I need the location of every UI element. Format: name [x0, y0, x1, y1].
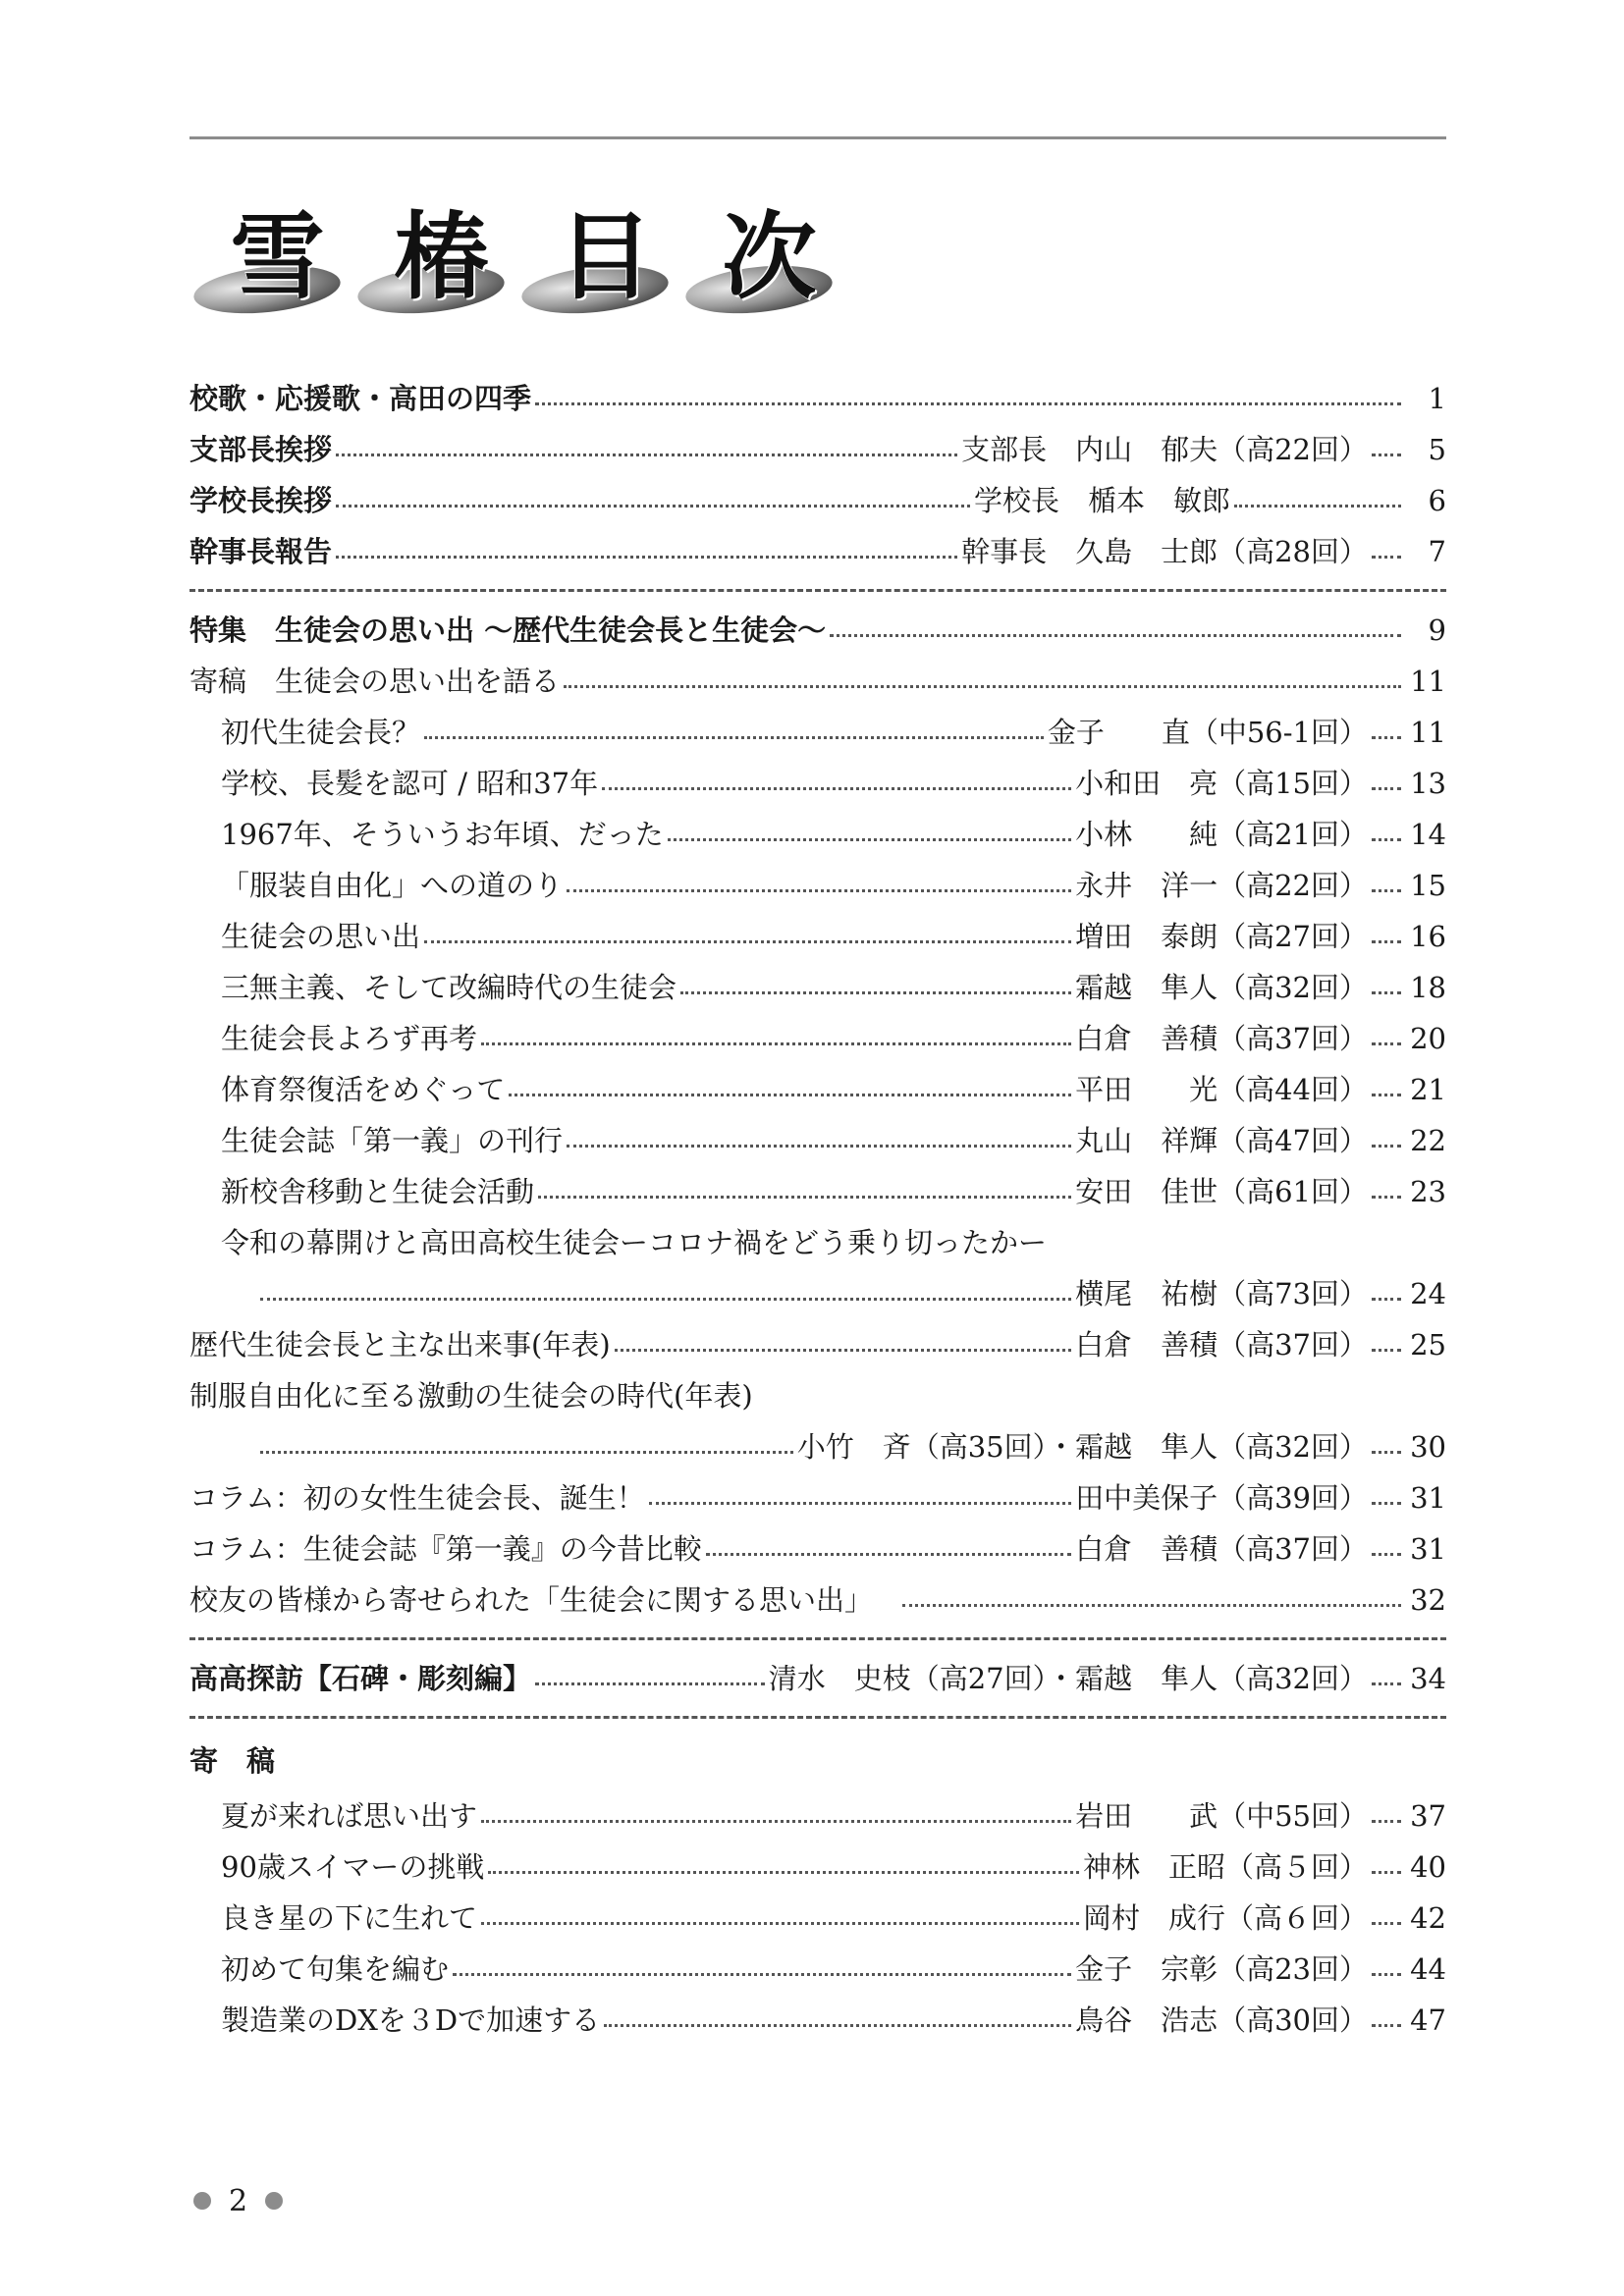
entry-author: 白倉 善積（高37回） [1075, 1328, 1368, 1362]
entry-author: 丸山 祥輝（高47回） [1075, 1124, 1368, 1157]
entry-page: 31 [1410, 1532, 1446, 1566]
entry-page: 11 [1410, 665, 1446, 698]
leader-dots [1372, 1820, 1401, 1823]
leader-dots [1234, 505, 1401, 507]
leader-dots [1372, 1145, 1401, 1148]
toc-entry[interactable] [189, 1842, 1446, 1893]
entry-author: 白倉 善積（高37回） [1075, 1022, 1368, 1055]
entry-title: 1967年、そういうお年頃、だった [221, 818, 664, 851]
leader-dots [260, 1451, 793, 1454]
toc-entry[interactable] [189, 911, 1446, 962]
toc-entry-secretary-report[interactable] [189, 526, 1446, 577]
leader-dots [1372, 787, 1401, 790]
folio-dot-right [265, 2192, 283, 2210]
entry-author: 田中美保子（高39回） [1075, 1481, 1368, 1515]
leader-dots [1372, 991, 1401, 994]
leader-dots [1372, 1553, 1401, 1556]
entry-page: 34 [1410, 1662, 1446, 1695]
leader-dots [567, 1145, 1071, 1148]
entry-author: 神林 正昭（高５回） [1082, 1850, 1368, 1884]
entry-title: 新校舎移動と生徒会活動 [221, 1175, 535, 1208]
entry-page: 13 [1410, 767, 1446, 800]
leader-dots [1372, 1922, 1401, 1925]
toc-entry[interactable] [189, 1166, 1446, 1217]
entry-author: 岩田 武（中55回） [1075, 1799, 1368, 1833]
title-glyph: 雪 [230, 202, 325, 312]
leader-dots [567, 889, 1071, 892]
entry-author: 岡村 成行（高６回） [1082, 1901, 1368, 1935]
entry-author: 鳥谷 浩志（高30回） [1075, 2003, 1368, 2037]
entry-title: 校友の皆様から寄せられた「生徒会に関する思い出」 [189, 1583, 874, 1617]
entry-author: 増田 泰朗（高27回） [1075, 920, 1368, 953]
entry-author: 幹事長 久島 士郎（高28回） [961, 535, 1368, 568]
leader-dots [564, 685, 1401, 688]
entry-author: 永井 洋一（高22回） [1075, 869, 1368, 902]
entry-title: 生徒会長よろず再考 [221, 1022, 478, 1055]
leader-dots [680, 991, 1071, 994]
folio-dot-left [193, 2192, 211, 2210]
entry-page: 23 [1410, 1175, 1446, 1208]
entry-title: 幹事長報告 [189, 535, 333, 568]
leader-dots [830, 634, 1401, 637]
leader-dots [424, 940, 1071, 943]
entry-page: 32 [1410, 1583, 1446, 1617]
entry-page: 9 [1428, 614, 1446, 647]
section-heading-contributions: 寄 稿 [189, 1744, 276, 1778]
leader-dots [1372, 1451, 1401, 1454]
leader-dots [509, 1094, 1071, 1096]
entry-title: 「服装自由化」への道のり [221, 869, 564, 902]
table-of-contents [189, 373, 1446, 2046]
toc-entry[interactable] [189, 1790, 1446, 1842]
entry-page: 5 [1428, 433, 1446, 466]
entry-title: 令和の幕開けと高田高校生徒会ーコロナ禍をどう乗り切ったかー [221, 1226, 1048, 1259]
page-title [221, 196, 826, 314]
entry-author: 小和田 亮（高15回） [1075, 767, 1368, 800]
page-number: 2 [229, 2183, 248, 2218]
entry-author: 金子 直（中56-1回） [1047, 716, 1368, 749]
entry-author: 清水 史枝（高27回）・霜越 隼人（高32回） [768, 1662, 1368, 1695]
entry-title: 初代生徒会長？ [221, 716, 421, 749]
toc-entry[interactable] [189, 860, 1446, 911]
entry-title: 体育祭復活をめぐって [221, 1073, 506, 1106]
toc-entry-school-song[interactable] [189, 373, 1446, 424]
entry-page: 18 [1410, 971, 1446, 1004]
toc-entry[interactable] [189, 1893, 1446, 1944]
entry-page: 6 [1428, 484, 1446, 517]
top-rule [189, 136, 1446, 139]
entry-title: 制服自由化に至る激動の生徒会の時代(年表) [189, 1379, 753, 1413]
entry-title: 夏が来れば思い出す [221, 1799, 478, 1833]
entry-author: 小竹 斉（高35回）・霜越 隼人（高32回） [796, 1430, 1368, 1464]
leader-dots [1372, 2024, 1401, 2027]
toc-entry[interactable] [189, 962, 1446, 1013]
leader-dots [1372, 1042, 1401, 1045]
leader-dots [1372, 940, 1401, 943]
leader-dots [538, 1196, 1071, 1199]
title-char [385, 201, 498, 314]
entry-page: 16 [1410, 920, 1446, 953]
entry-author: 安田 佳世（高61回） [1075, 1175, 1368, 1208]
entry-title: 学校長挨拶 [189, 484, 333, 517]
entry-page: 22 [1410, 1124, 1446, 1157]
toc-entry-memories[interactable] [189, 1575, 1446, 1626]
toc-entry-column2[interactable] [189, 1523, 1446, 1575]
entry-author: 金子 宗彰（高23回） [1075, 1952, 1368, 1986]
leader-dots [1372, 1298, 1401, 1301]
toc-entry-contrib-head[interactable] [189, 656, 1446, 707]
toc-entry[interactable] [189, 1064, 1446, 1115]
leader-dots [1372, 1502, 1401, 1505]
entry-page: 37 [1410, 1799, 1446, 1833]
section-separator [189, 1704, 1446, 1732]
leader-dots [481, 1042, 1071, 1045]
leader-dots [604, 2024, 1071, 2027]
entry-title: 寄稿 生徒会の思い出を語る [189, 665, 561, 698]
title-glyph: 次 [722, 202, 817, 312]
entry-title: 支部長挨拶 [189, 433, 333, 466]
entry-page: 11 [1410, 716, 1446, 749]
entry-page: 1 [1428, 382, 1446, 415]
toc-entry[interactable] [189, 1995, 1446, 2046]
entry-title: 三無主義、そして改編時代の生徒会 [221, 971, 677, 1004]
leader-dots [649, 1502, 1071, 1505]
entry-author: 横尾 祐樹（高73回） [1075, 1277, 1368, 1310]
entry-title: 良き星の下に生れて [221, 1901, 478, 1935]
entry-title: 学校、長髪を認可 / 昭和37年 [221, 767, 599, 800]
leader-dots [453, 1973, 1071, 1976]
entry-page: 44 [1410, 1952, 1446, 1986]
toc-entry-uniform-leader[interactable] [189, 1421, 1446, 1472]
title-char [221, 201, 334, 314]
entry-title: コラム：初の女性生徒会長、誕生！ [189, 1481, 645, 1515]
entry-title: 歴代生徒会長と主な出来事(年表) [189, 1328, 611, 1362]
entry-author: 平田 光（高44回） [1075, 1073, 1368, 1106]
toc-entry[interactable] [189, 1013, 1446, 1064]
leader-dots [481, 1922, 1079, 1925]
leader-dots [424, 736, 1044, 739]
entry-author: 霜越 隼人（高32回） [1075, 971, 1368, 1004]
entry-page: 24 [1410, 1277, 1446, 1310]
title-glyph: 目 [558, 202, 653, 312]
entry-title: 90歳スイマーの挑戦 [221, 1850, 485, 1884]
section-separator [189, 577, 1446, 605]
title-char [549, 201, 662, 314]
entry-page: 40 [1410, 1850, 1446, 1884]
toc-entry-reiwa-title[interactable] [189, 1217, 1446, 1268]
entry-page: 15 [1410, 869, 1446, 902]
leader-dots [535, 1682, 765, 1685]
toc-entry-reiwa-leader[interactable] [189, 1268, 1446, 1319]
title-char [713, 201, 826, 314]
leader-dots [1372, 1196, 1401, 1199]
leader-dots [535, 402, 1401, 405]
leader-dots [336, 556, 957, 559]
entry-author: 白倉 善積（高37回） [1075, 1532, 1368, 1566]
leader-dots [1372, 1349, 1401, 1352]
entry-title: 校歌・応援歌・高田の四季 [189, 382, 532, 415]
entry-title: 製造業のDXを３Dで加速する [221, 2003, 601, 2037]
entry-page: 25 [1410, 1328, 1446, 1362]
entry-page: 7 [1428, 535, 1446, 568]
entry-page: 31 [1410, 1481, 1446, 1515]
entry-title: コラム：生徒会誌『第一義』の今昔比較 [189, 1532, 702, 1566]
leader-dots [668, 838, 1071, 841]
leader-dots [1372, 736, 1401, 739]
entry-page: 21 [1410, 1073, 1446, 1106]
entry-page: 42 [1410, 1901, 1446, 1935]
entry-title: 高高探訪【石碑・彫刻編】 [189, 1662, 532, 1695]
leader-dots [488, 1871, 1079, 1874]
leader-dots [1372, 1871, 1401, 1874]
entry-page: 14 [1410, 818, 1446, 851]
leader-dots [1372, 838, 1401, 841]
toc-entry-campus-visit[interactable] [189, 1653, 1446, 1704]
entry-title: 生徒会の思い出 [221, 920, 421, 953]
toc-entry[interactable] [189, 707, 1446, 758]
leader-dots [706, 1553, 1071, 1556]
entry-author: 小林 純（高21回） [1075, 818, 1368, 851]
section-separator [189, 1626, 1446, 1653]
entry-author: 支部長 内山 郁夫（高22回） [961, 433, 1368, 466]
toc-entry[interactable] [189, 1944, 1446, 1995]
entry-page: 30 [1410, 1430, 1446, 1464]
toc-entry-uniform-title[interactable] [189, 1370, 1446, 1421]
leader-dots [615, 1349, 1071, 1352]
entry-author: 学校長 楯本 敏郎 [973, 484, 1230, 517]
leader-dots [1372, 1973, 1401, 1976]
leader-dots [1372, 1682, 1401, 1685]
leader-dots [902, 1604, 1401, 1607]
leader-dots [602, 787, 1071, 790]
toc-entry[interactable] [189, 1115, 1446, 1166]
toc-entry-column1[interactable] [189, 1472, 1446, 1523]
entry-title: 特集 生徒会の思い出 〜歴代生徒会長と生徒会〜 [189, 614, 827, 647]
entry-title: 生徒会誌「第一義」の刊行 [221, 1124, 564, 1157]
toc-entry-branch-greeting[interactable] [189, 424, 1446, 475]
toc-entry[interactable] [189, 758, 1446, 809]
toc-entry-chronicle[interactable] [189, 1319, 1446, 1370]
toc-entry[interactable] [189, 809, 1446, 860]
leader-dots [1372, 1094, 1401, 1096]
entry-page: 20 [1410, 1022, 1446, 1055]
toc-entry-feature[interactable] [189, 605, 1446, 656]
leader-dots [481, 1820, 1071, 1823]
leader-dots [260, 1298, 1071, 1301]
entry-title: 初めて句集を編む [221, 1952, 450, 1986]
leader-dots [1372, 454, 1401, 456]
page-folio [193, 2181, 283, 2220]
toc-entry-principal-greeting[interactable] [189, 475, 1446, 526]
entry-page: 47 [1410, 2003, 1446, 2037]
leader-dots [336, 505, 970, 507]
leader-dots [1372, 889, 1401, 892]
leader-dots [336, 454, 957, 456]
title-glyph: 椿 [394, 202, 489, 312]
leader-dots [1372, 556, 1401, 559]
